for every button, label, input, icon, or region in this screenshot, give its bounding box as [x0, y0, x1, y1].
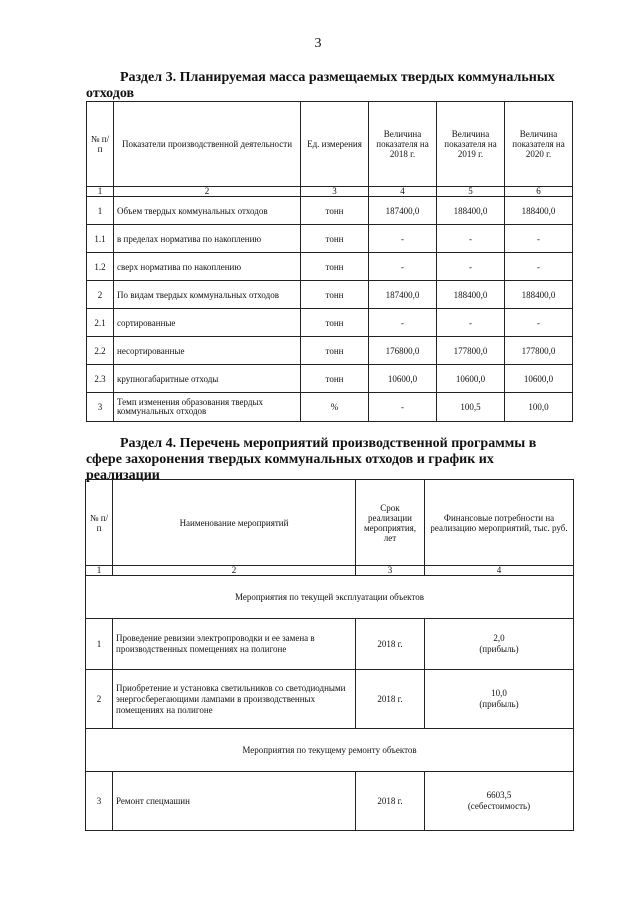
row-2019: - [437, 225, 505, 253]
row-2018: - [369, 393, 437, 422]
item-cost-cell [425, 670, 574, 729]
item-cost: 6603,5 [486, 790, 512, 800]
row-2019: 177800,0 [437, 337, 505, 365]
item-cost: 10,0 [491, 688, 507, 698]
row-2019: 188400,0 [437, 197, 505, 225]
table-row [87, 197, 573, 225]
row-2018: 10600,0 [369, 365, 437, 393]
section4-title-line3: реализации [86, 468, 160, 483]
header-2019: Величина показателя на 2019 г. [437, 102, 505, 187]
column-number: 1 [87, 187, 114, 197]
table-row [86, 772, 574, 831]
row-name: Темп изменения образования твердых коммунальных отходов [114, 393, 301, 422]
section4-table [85, 479, 574, 831]
column-number: 2 [113, 566, 356, 576]
row-2020: 100,0 [505, 393, 573, 422]
section4-title [86, 436, 572, 484]
section3-title-line2: отходов [86, 86, 135, 101]
column-number: 5 [437, 187, 505, 197]
table-row [87, 309, 573, 337]
item-cost-cell [425, 619, 574, 670]
row-unit: тонн [301, 337, 369, 365]
item-name: Ремонт спецмашин [113, 772, 356, 831]
row-unit: % [301, 393, 369, 422]
row-2018: - [369, 309, 437, 337]
column-number: 4 [369, 187, 437, 197]
table-row [87, 393, 573, 422]
page-number: 3 [314, 36, 322, 51]
row-unit: тонн [301, 365, 369, 393]
item-cost: 2,0 [493, 633, 505, 643]
column-number-row [86, 566, 574, 576]
row-2020: - [505, 309, 573, 337]
row-num: 2.1 [87, 309, 114, 337]
item-term: 2018 г. [356, 619, 425, 670]
item-term: 2018 г. [356, 772, 425, 831]
item-name: Приобретение и установка светильников со светодиодными энергосберегающими лампами в производственных помещениях на полигоне [113, 670, 356, 729]
item-num: 1 [86, 619, 113, 670]
row-unit: тонн [301, 253, 369, 281]
column-number: 3 [356, 566, 425, 576]
row-num: 1 [87, 197, 114, 225]
row-num: 3 [87, 393, 114, 422]
header-num: № п/п [86, 480, 113, 566]
row-2019: 100,5 [437, 393, 505, 422]
row-name: сортированные [114, 309, 301, 337]
row-num: 2.3 [87, 365, 114, 393]
table-row [87, 281, 573, 309]
column-number: 1 [86, 566, 113, 576]
row-unit: тонн [301, 197, 369, 225]
row-2018: 187400,0 [369, 197, 437, 225]
row-name: По видам твердых коммунальных отходов [114, 281, 301, 309]
column-number: 4 [425, 566, 574, 576]
row-unit: тонн [301, 281, 369, 309]
group-row [86, 576, 574, 619]
section3-title [86, 70, 572, 102]
row-num: 1.1 [87, 225, 114, 253]
header-num: № п/п [87, 102, 114, 187]
group-title: Мероприятия по текущему ремонту объектов [86, 729, 574, 772]
table-header-row [87, 102, 573, 187]
header-activity: Наименование мероприятий [113, 480, 356, 566]
row-2020: - [505, 225, 573, 253]
row-2019: 188400,0 [437, 281, 505, 309]
group-title: Мероприятия по текущей эксплуатации объектов [86, 576, 574, 619]
section3-table [86, 101, 573, 422]
row-2020: 188400,0 [505, 197, 573, 225]
row-2018: - [369, 253, 437, 281]
row-unit: тонн [301, 225, 369, 253]
row-2020: 10600,0 [505, 365, 573, 393]
item-name: Проведение ревизии электропроводки и ее замена в производственных помещениях на полигоне [113, 619, 356, 670]
section4-title-line1: Раздел 4. Перечень мероприятий производственной программы в [120, 436, 537, 451]
item-term: 2018 г. [356, 670, 425, 729]
table-header-row [86, 480, 574, 566]
row-2019: - [437, 309, 505, 337]
header-term: Срок реализации мероприятия, лет [356, 480, 425, 566]
header-unit: Ед. измерения [301, 102, 369, 187]
row-2020: 177800,0 [505, 337, 573, 365]
table-row [87, 225, 573, 253]
item-num: 3 [86, 772, 113, 831]
row-2020: 188400,0 [505, 281, 573, 309]
item-cost-cell [425, 772, 574, 831]
row-2019: 10600,0 [437, 365, 505, 393]
row-2019: - [437, 253, 505, 281]
row-2018: 176800,0 [369, 337, 437, 365]
row-2018: - [369, 225, 437, 253]
item-cost-note: (себестоимость) [467, 801, 531, 811]
column-number: 2 [114, 187, 301, 197]
row-name: в пределах норматива по накоплению [114, 225, 301, 253]
table-row [86, 670, 574, 729]
row-num: 2.2 [87, 337, 114, 365]
table-row [87, 365, 573, 393]
row-num: 1.2 [87, 253, 114, 281]
row-name: несортированные [114, 337, 301, 365]
item-cost-note: (прибыль) [479, 699, 519, 709]
row-2020: - [505, 253, 573, 281]
item-cost-note: (прибыль) [479, 644, 519, 654]
column-number-row [87, 187, 573, 197]
section3-title-line1: Раздел 3. Планируемая масса размещаемых твердых коммунальных [120, 70, 555, 85]
row-name: Объем твердых коммунальных отходов [114, 197, 301, 225]
row-num: 2 [87, 281, 114, 309]
row-unit: тонн [301, 309, 369, 337]
column-number: 6 [505, 187, 573, 197]
row-2018: 187400,0 [369, 281, 437, 309]
row-name: крупногабаритные отходы [114, 365, 301, 393]
table-row [86, 619, 574, 670]
header-indicator: Показатели производственной деятельности [114, 102, 301, 187]
row-name: сверх норматива по накоплению [114, 253, 301, 281]
header-finance: Финансовые потребности на реализацию мероприятий, тыс. руб. [425, 480, 574, 566]
table-row [87, 253, 573, 281]
header-2018: Величина показателя на 2018 г. [369, 102, 437, 187]
section4-title-line2: сфере захоронения твердых коммунальных отходов и график их [86, 452, 494, 467]
column-number: 3 [301, 187, 369, 197]
header-2020: Величина показателя на 2020 г. [505, 102, 573, 187]
item-num: 2 [86, 670, 113, 729]
table-row [87, 337, 573, 365]
group-row [86, 729, 574, 772]
